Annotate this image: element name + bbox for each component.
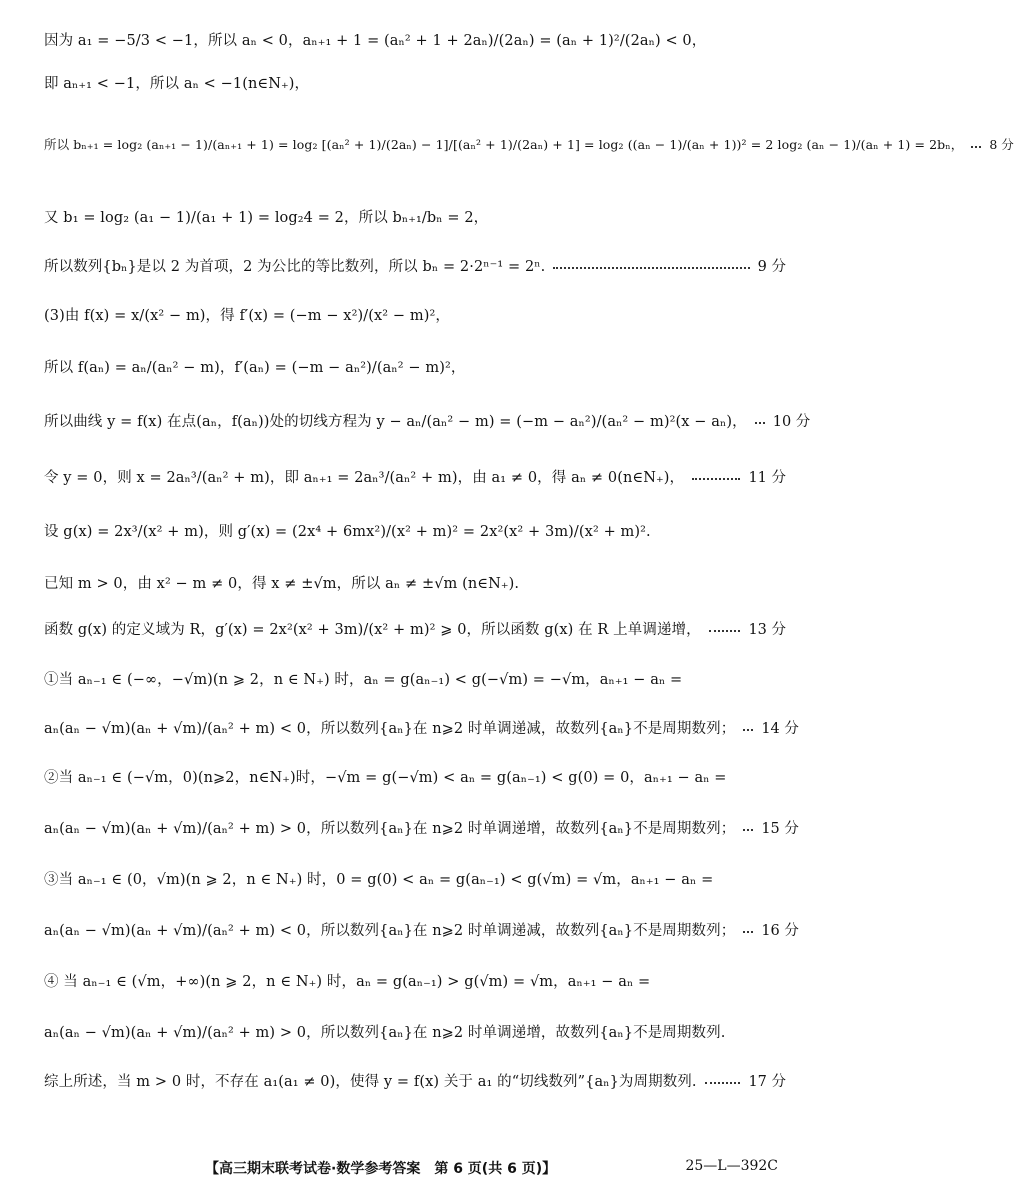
solution-text: (3)由 f(x) = x/(x² − m)，得 f′(x) = (−m − x²)/(x² − m)²， [44, 307, 450, 324]
solution-text: aₙ(aₙ − √m)(aₙ + √m)/(aₙ² + m) < 0，所以数列{aₙ}在 n⩾2 时单调递减，故数列{aₙ}不是周期数列； [44, 720, 736, 737]
solution-text: 设 g(x) = 2x³/(x² + m)，则 g′(x) = (2x⁴ + 6mx²)/(x² + m)² = 2x²(x² + 3m)/(x² + m)². [44, 523, 651, 540]
solution-text: aₙ(aₙ − √m)(aₙ + √m)/(aₙ² + m) < 0，所以数列{aₙ}在 n⩾2 时单调递减，故数列{aₙ}不是周期数列； [44, 922, 736, 939]
dot-leader [743, 931, 753, 933]
score-label: 15 分 [761, 820, 799, 837]
solution-line [44, 810, 799, 844]
solution-line [44, 966, 786, 994]
page-footer [0, 1158, 800, 1180]
solution-text: ①当 aₙ₋₁ ∈ (−∞，−√m)(n ⩾ 2，n ∈ N₊) 时，aₙ = g(aₙ₋₁) < g(−√m) = −√m，aₙ₊₁ − aₙ = [44, 671, 683, 688]
solution-text: ④ 当 aₙ₋₁ ∈ (√m，+∞)(n ⩾ 2，n ∈ N₊) 时，aₙ = g(aₙ₋₁) > g(√m) = √m，aₙ₊₁ − aₙ = [44, 973, 651, 990]
dot-leader [692, 478, 740, 480]
solution-line [44, 200, 786, 232]
solution-text: 令 y = 0，则 x = 2aₙ³/(aₙ² + m)，即 aₙ₊₁ = 2aₙ³/(aₙ² + m)，由 a₁ ≠ 0，得 aₙ ≠ 0(n∈N₊)， [44, 469, 685, 486]
solution-line [44, 710, 799, 744]
solution-line [44, 404, 811, 436]
solution-line [44, 912, 799, 946]
score-label: 17 分 [748, 1073, 786, 1090]
solution-text: 所以曲线 y = f(x) 在点(aₙ，f(aₙ))处的切线方程为 y − aₙ/(aₙ² − m) = (−m − aₙ²)/(aₙ² − m)²(x − aₙ)， [44, 413, 747, 430]
dot-leader [971, 146, 981, 148]
solution-text: 所以数列{bₙ}是以 2 为首项，2 为公比的等比数列，所以 bₙ = 2·2ⁿ⁻¹ = 2ⁿ. [44, 258, 546, 275]
footer-title: 【高三期末联考试卷·数学参考答案 第 6 页(共 6 页)】 [205, 1161, 557, 1177]
solution-line [44, 1066, 786, 1094]
solution-text: 即 aₙ₊₁ < −1，所以 aₙ < −1(n∈N₊)， [44, 75, 310, 92]
solution-line [44, 664, 786, 692]
solution-text: 综上所述，当 m > 0 时，不存在 a₁(a₁ ≠ 0)，使得 y = f(x) 关于 a₁ 的“切线数列”{aₙ}为周期数列. [44, 1073, 697, 1090]
dot-leader [743, 729, 753, 731]
solution-line [44, 864, 786, 892]
solution-line [44, 568, 786, 596]
solution-line [44, 1014, 786, 1048]
solution-line [44, 612, 786, 644]
solution-text: ③当 aₙ₋₁ ∈ (0，√m)(n ⩾ 2，n ∈ N₊) 时，0 = g(0) < aₙ = g(aₙ₋₁) < g(√m) = √m，aₙ₊₁ − aₙ = [44, 871, 714, 888]
solution-line [44, 298, 786, 330]
solution-line [44, 762, 786, 790]
dot-leader [705, 1082, 741, 1084]
solution-line [44, 350, 786, 382]
solution-line [44, 24, 786, 54]
solution-text: 所以 f(aₙ) = aₙ/(aₙ² − m)，f′(aₙ) = (−m − aₙ²)/(aₙ² − m)²， [44, 359, 466, 376]
solution-line [44, 124, 1014, 164]
solution-text: 已知 m > 0，由 x² − m ≠ 0，得 x ≠ ±√m，所以 aₙ ≠ ±√m (n∈N₊). [44, 575, 520, 592]
solution-text: 又 b₁ = log₂ (a₁ − 1)/(a₁ + 1) = log₂4 = 2，所以 bₙ₊₁/bₙ = 2， [44, 209, 489, 226]
solution-line [44, 252, 786, 278]
solution-line [44, 514, 786, 546]
solution-text: 函数 g(x) 的定义域为 R，g′(x) = 2x²(x² + 3m)/(x² + m)² ⩾ 0，所以函数 g(x) 在 R 上单调递增， [44, 621, 701, 638]
score-label: 16 分 [761, 922, 799, 939]
solution-text: 所以 bₙ₊₁ = log₂ (aₙ₊₁ − 1)/(aₙ₊₁ + 1) = log₂ [(aₙ² + 1)/(2aₙ) − 1]/[(aₙ² + 1)/(2aₙ) + 1] = log₂ ((aₙ − 1)/(aₙ + 1))² = 2 log₂ (aₙ − 1)/(aₙ + 1) = 2bₙ， [44, 137, 964, 152]
dot-leader [553, 267, 749, 269]
solution-text: 因为 a₁ = −5/3 < −1，所以 aₙ < 0，aₙ₊₁ + 1 = (aₙ² + 1 + 2aₙ)/(2aₙ) = (aₙ + 1)²/(2aₙ) < 0， [44, 32, 707, 49]
solution-line [44, 460, 786, 492]
score-label: 14 分 [761, 720, 799, 737]
solution-text: ②当 aₙ₋₁ ∈ (−√m，0)(n⩾2，n∈N₊)时，−√m = g(−√m) < aₙ = g(aₙ₋₁) < g(0) = 0，aₙ₊₁ − aₙ = [44, 769, 727, 786]
solution-text: aₙ(aₙ − √m)(aₙ + √m)/(aₙ² + m) > 0，所以数列{aₙ}在 n⩾2 时单调递增，故数列{aₙ}不是周期数列； [44, 820, 736, 837]
dot-leader [709, 630, 741, 632]
score-label: 11 分 [748, 469, 786, 486]
score-label: 9 分 [757, 258, 786, 275]
dot-leader [755, 422, 765, 424]
score-label: 8 分 [989, 137, 1014, 152]
score-label: 10 分 [772, 413, 811, 430]
score-label: 13 分 [748, 621, 786, 638]
solution-text: aₙ(aₙ − √m)(aₙ + √m)/(aₙ² + m) > 0，所以数列{aₙ}在 n⩾2 时单调递增，故数列{aₙ}不是周期数列. [44, 1024, 726, 1041]
dot-leader [743, 829, 753, 831]
solution-line [44, 68, 786, 96]
footer-code: 25—L—392C [685, 1158, 778, 1174]
